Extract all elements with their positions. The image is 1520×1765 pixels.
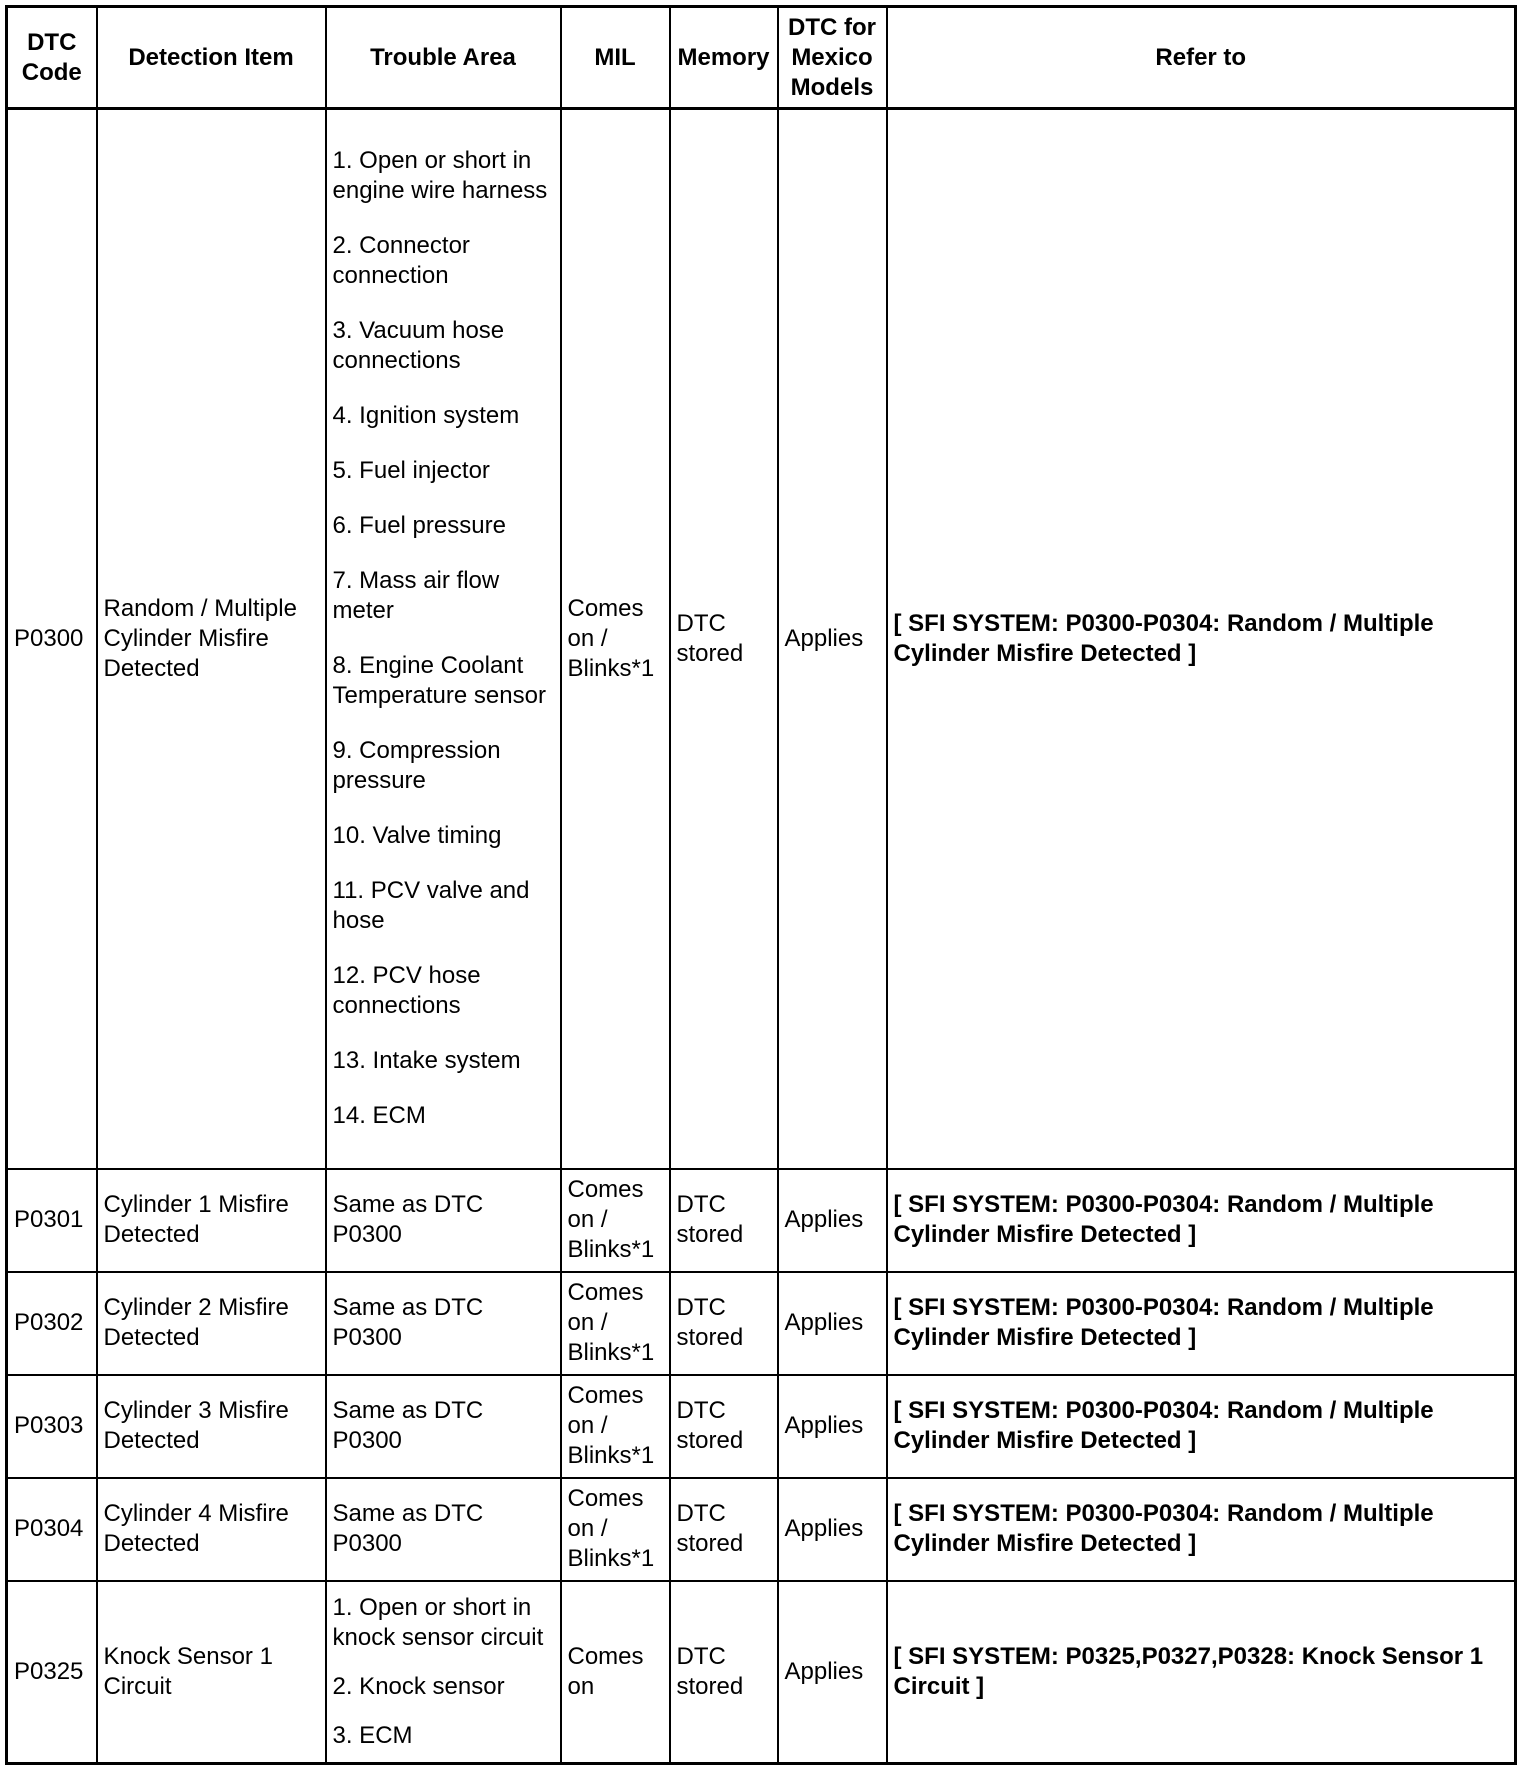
trouble-area-item: 9. Compression pressure xyxy=(332,737,501,795)
mil-status: Comes on / Blinks*1 xyxy=(561,1272,670,1375)
trouble-area-item: 10. Valve timing xyxy=(332,822,502,850)
trouble-area-item: 6. Fuel pressure xyxy=(332,512,506,540)
detection-item: Cylinder 2 Misfire Detected xyxy=(97,1272,326,1375)
dtc-code: P0304 xyxy=(7,1478,97,1581)
trouble-area-item: 3. ECM xyxy=(332,1721,413,1749)
trouble-area-item: 14. ECM xyxy=(332,1102,426,1130)
memory-status: DTC stored xyxy=(670,109,778,1169)
table-row xyxy=(7,109,1516,1169)
mexico-applies: Applies xyxy=(778,1581,887,1764)
dtc-code: P0303 xyxy=(7,1375,97,1478)
refer-to-link[interactable]: [ SFI SYSTEM: P0300-P0304: Random / Multiple Cylinder Misfire Detected ] xyxy=(887,109,1516,1169)
memory-status: DTC stored xyxy=(670,1581,778,1764)
trouble-area-item: 4. Ignition system xyxy=(332,402,520,430)
trouble-area: Same as DTC P0300 xyxy=(326,1272,561,1375)
mexico-applies: Applies xyxy=(778,1272,887,1375)
trouble-area-item: 1. Open or short in knock sensor circuit xyxy=(332,1593,544,1651)
trouble-area-item: 2. Knock sensor xyxy=(332,1672,505,1700)
header-mexico-models: DTC for Mexico Models xyxy=(778,7,887,109)
refer-to-link[interactable]: [ SFI SYSTEM: P0300-P0304: Random / Multiple Cylinder Misfire Detected ] xyxy=(887,1375,1516,1478)
trouble-area: Same as DTC P0300 xyxy=(326,1169,561,1272)
header-dtc-code: DTC Code xyxy=(7,7,97,109)
memory-status: DTC stored xyxy=(670,1272,778,1375)
table-row xyxy=(7,1478,1516,1581)
trouble-area: Same as DTC P0300 xyxy=(326,1478,561,1581)
trouble-area-item: 8. Engine Coolant Temperature sensor xyxy=(332,652,546,710)
trouble-area-item: 11. PCV valve and hose xyxy=(332,877,530,935)
table-row xyxy=(7,1272,1516,1375)
dtc-code: P0300 xyxy=(7,109,97,1169)
header-detection-item: Detection Item xyxy=(97,7,326,109)
dtc-code: P0325 xyxy=(7,1581,97,1764)
trouble-area: Same as DTC P0300 xyxy=(326,1375,561,1478)
detection-item: Knock Sensor 1 Circuit xyxy=(97,1581,326,1764)
mexico-applies: Applies xyxy=(778,1169,887,1272)
memory-status: DTC stored xyxy=(670,1169,778,1272)
header-mil: MIL xyxy=(561,7,670,109)
mil-status: Comes on xyxy=(561,1581,670,1764)
detection-item: Cylinder 1 Misfire Detected xyxy=(97,1169,326,1272)
mil-status: Comes on / Blinks*1 xyxy=(561,109,670,1169)
mil-status: Comes on / Blinks*1 xyxy=(561,1169,670,1272)
detection-item: Cylinder 3 Misfire Detected xyxy=(97,1375,326,1478)
refer-to-link[interactable]: [ SFI SYSTEM: P0300-P0304: Random / Multiple Cylinder Misfire Detected ] xyxy=(887,1478,1516,1581)
mil-status: Comes on / Blinks*1 xyxy=(561,1478,670,1581)
memory-status: DTC stored xyxy=(670,1375,778,1478)
mexico-applies: Applies xyxy=(778,1478,887,1581)
mexico-applies: Applies xyxy=(778,109,887,1169)
memory-status: DTC stored xyxy=(670,1478,778,1581)
trouble-area-item: 3. Vacuum hose connections xyxy=(332,317,505,375)
refer-to-link[interactable]: [ SFI SYSTEM: P0300-P0304: Random / Multiple Cylinder Misfire Detected ] xyxy=(887,1169,1516,1272)
detection-item: Random / Multiple Cylinder Misfire Detected xyxy=(97,109,326,1169)
trouble-area-item: 2. Connector connection xyxy=(332,232,470,290)
trouble-area xyxy=(326,1581,561,1764)
trouble-area-item: 1. Open or short in engine wire harness xyxy=(332,147,548,205)
dtc-code: P0302 xyxy=(7,1272,97,1375)
trouble-area-item: 7. Mass air flow meter xyxy=(332,567,500,625)
trouble-area-item: 5. Fuel injector xyxy=(332,457,490,485)
mexico-applies: Applies xyxy=(778,1375,887,1478)
header-memory: Memory xyxy=(670,7,778,109)
refer-to-link[interactable]: [ SFI SYSTEM: P0300-P0304: Random / Multiple Cylinder Misfire Detected ] xyxy=(887,1272,1516,1375)
table-row xyxy=(7,1581,1516,1764)
refer-to-link[interactable]: [ SFI SYSTEM: P0325,P0327,P0328: Knock Sensor 1 Circuit ] xyxy=(887,1581,1516,1764)
dtc-code: P0301 xyxy=(7,1169,97,1272)
trouble-area-list xyxy=(333,1589,554,1755)
header-trouble-area: Trouble Area xyxy=(326,7,561,109)
header-row xyxy=(7,7,1516,109)
trouble-area xyxy=(326,109,561,1169)
dtc-table xyxy=(5,5,1517,1765)
trouble-area-list xyxy=(333,142,554,1135)
header-refer-to: Refer to xyxy=(887,7,1516,109)
table-row xyxy=(7,1375,1516,1478)
mil-status: Comes on / Blinks*1 xyxy=(561,1375,670,1478)
detection-item: Cylinder 4 Misfire Detected xyxy=(97,1478,326,1581)
trouble-area-item: 12. PCV hose connections xyxy=(332,962,481,1020)
trouble-area-item: 13. Intake system xyxy=(332,1047,521,1075)
table-row xyxy=(7,1169,1516,1272)
